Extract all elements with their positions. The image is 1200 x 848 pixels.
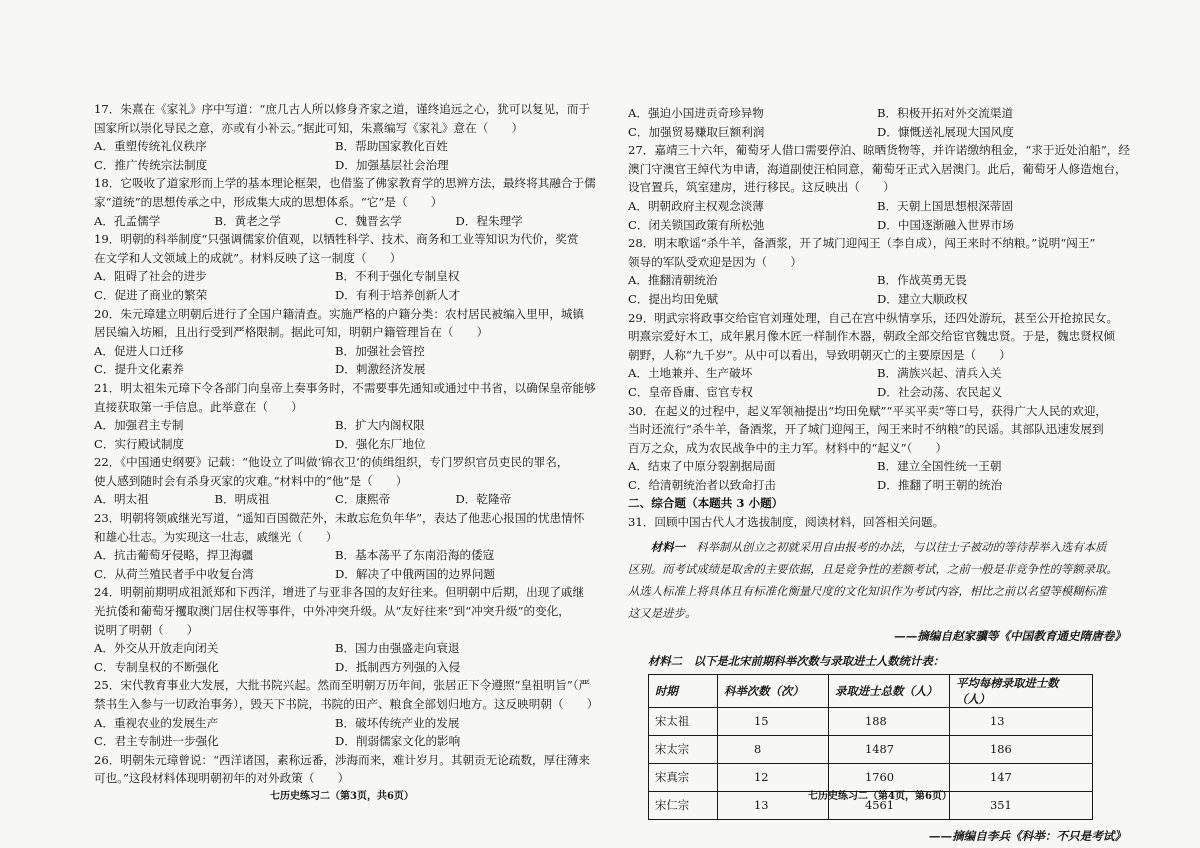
option-c: C．实行殿试制度 (94, 436, 185, 451)
table-cell: 1487 (829, 735, 950, 763)
question-stem: 和雄心壮志。为实现这一壮志，戚继光（ ） (94, 529, 338, 544)
question-29 (628, 309, 1126, 402)
table-cell: 宋太宗 (649, 735, 718, 763)
option-a: A．结束了中原分裂割据局面 (628, 459, 776, 474)
table-cell: 12 (718, 763, 829, 791)
table-header: 平均每榜录取进士数（人） (950, 674, 1093, 707)
option-b: B．天朝上国思想根深蒂固 (877, 198, 1014, 213)
option-a: A．明太祖 (94, 492, 149, 507)
option-c: C．从荷兰殖民者手中收复台湾 (94, 566, 254, 581)
table-cell: 186 (950, 735, 1093, 763)
material-two-intro (648, 650, 1126, 672)
table-cell: 1760 (829, 763, 950, 791)
option-b: B．不利于强化专制皇权 (335, 269, 460, 284)
option-d: D．加强基层社会治理 (335, 157, 449, 172)
option-d: D．程朱理学 (455, 213, 523, 228)
option-b: B．明成祖 (214, 492, 270, 507)
table-cell: 351 (950, 791, 1093, 819)
material-label: 材料一 (650, 539, 685, 554)
question-stem: 设官置兵，筑室建房，进行移民。这反映出（ ） (628, 180, 895, 195)
table-cell: 147 (950, 763, 1093, 791)
option-c: C．加强贸易赚取巨额利润 (628, 124, 765, 139)
option-a: A．抗击葡萄牙侵略，捍卫海疆 (94, 548, 254, 563)
option-c: C．皇帝昏庸、宦官专权 (628, 384, 753, 399)
left-page (94, 100, 599, 788)
section-heading: 二、综合题（本题共 3 小题） (628, 496, 784, 511)
page-footer: 七历史练习二（第4页，第6页） (808, 791, 952, 802)
table-cell: 宋真宗 (649, 763, 718, 791)
option-b: B．帮助国家教化百姓 (335, 139, 448, 154)
question-stem: 领导的军队受欢迎是因为（ ） (628, 254, 802, 269)
option-a: A．阻碍了社会的进步 (94, 269, 207, 284)
question-stem: 澳门守澳官王绰代为申请，海道副使汪柏同意，葡萄牙正式入居澳门。此后，葡萄牙人修造炮台， (628, 161, 1127, 176)
question-20 (94, 305, 585, 379)
question-stem: 明熹宗爱好木工，成年累月像木匠一样制作木器，朝政全部交给宦官魏忠贤。于是，魏忠贤权倾 (628, 329, 1115, 344)
question-stem: 说明了明朝（ ） (94, 622, 199, 637)
option-c: C．闭关锁国政策有所松弛 (628, 217, 765, 232)
right-page (628, 104, 1130, 848)
option-a: A．明朝政府主权观念淡薄 (628, 198, 764, 213)
option-b: B．作战英勇无畏 (877, 273, 967, 288)
table-cell: 8 (718, 735, 829, 763)
question-28 (628, 234, 1126, 308)
question-stem: 25．宋代教育事业大发展，大批书院兴起。然而至明朝万历年间，张居正下令遵照“皇祖明旨”（严 (94, 678, 591, 693)
table-cell: 188 (829, 707, 950, 735)
table-header: 时期 (649, 674, 718, 707)
page-footer: 七历史练习二（第3页，共6页） (270, 791, 414, 802)
question-stem: 光抗倭和葡萄牙攫取澳门居住权等事件，中外冲突升级。从“友好往来”到“冲突升级”的变化， (94, 604, 570, 619)
table-cell: 15 (718, 707, 829, 735)
option-b: B．基本荡平了东南沿海的倭寇 (335, 548, 495, 563)
material-text: 区别。而考试成绩是取舍的主要依据，且是竞争性的差额考试，之前一般是非竞争性的等额录取。 (628, 561, 1118, 576)
question-stem: 26．明朝朱元璋曾说：“西洋诸国，素称远番，涉海而来，难计岁月。其朝贡无论疏数，厚往薄来 (94, 752, 591, 767)
question-30 (628, 402, 1126, 495)
option-b: B．建立全国性统一王朝 (877, 459, 1002, 474)
option-d: D．社会动荡、农民起义 (877, 384, 1003, 399)
option-a: A．推翻清朝统治 (628, 273, 718, 288)
question-stem: 18．它吸收了道家形而上学的基本理论框架，也借鉴了佛家教育学的思辨方法，最终将其融合于儒 (94, 176, 596, 191)
option-d: D．中国逐渐融入世界市场 (877, 217, 1014, 232)
question-stem: 百万之众，成为农民战争中的主力军。材料中的“起义”（ ） (628, 440, 948, 455)
table-row (649, 707, 1093, 735)
table-header: 科举次数（次） (718, 674, 829, 707)
question-stem: 家“道统”的思想传承之中，形成集大成的思想体系。“它”是（ ） (94, 194, 443, 209)
material-text: 这又是进步。 (628, 605, 697, 620)
question-stem: 使人感到随时会有杀身灭家的灾难。”材料中的“他”是（ ） (94, 473, 408, 488)
question-17 (94, 100, 591, 174)
option-b: B．扩大内阁权限 (335, 418, 425, 433)
question-stem: 17．朱熹在《家礼》序中写道：“庶几古人所以修身齐家之道，谨终追远之心，犹可以复见，而于 (94, 102, 591, 116)
question-stem: 国家所以崇化导民之意，亦或有小补云。”据此可知，朱熹编写《家礼》意在（ ） (94, 120, 524, 135)
option-a: A．重塑传统礼仪秩序 (94, 139, 207, 154)
question-stem: 20．朱元璋建立明朝后进行了全国户籍清查。实施严格的户籍分类：农村居民被编入里甲，城镇 (94, 306, 585, 321)
option-d: D．建立大顺政权 (877, 291, 968, 306)
option-a: A．促进人口迁移 (94, 343, 184, 358)
question-stem: 28．明末歌谣“杀牛羊，备酒浆，开了城门迎闯王（李自成），闯王来时不纳粮。”说明“闯王” (628, 236, 1096, 251)
material-label: 材料二 (648, 653, 683, 668)
option-c: C．康熙帝 (335, 492, 391, 507)
option-c: C．君主专制进一步强化 (94, 734, 219, 749)
question-stem: 19．明朝的科举制度“只强调儒家价值观，以牺牲科学、技术、商务和工业等知识为代价，奖赏 (94, 232, 579, 247)
option-b: B．黄老之学 (214, 213, 281, 228)
option-c: C．提出均田免赋 (628, 291, 719, 306)
question-22 (94, 453, 576, 509)
material-text: 科举制从创立之初就采用自由报考的办法，与以往士子被动的等待荐举入选有本质 (696, 539, 1107, 554)
material-source: ——摘编自李兵《科举：不只是考试》 (928, 828, 1126, 843)
table-cell: 13 (950, 707, 1093, 735)
option-b: B．加强社会管控 (335, 343, 425, 358)
option-d: D．慷慨送礼展现大国风度 (877, 124, 1014, 139)
option-b: B．破坏传统产业的发展 (335, 715, 460, 730)
option-d: D．推翻了明王朝的统治 (877, 477, 1003, 492)
option-a: A．孔孟儒学 (94, 213, 161, 228)
question-21 (94, 379, 596, 453)
question-25 (94, 676, 599, 750)
question-stem: 22．《中国通史纲要》记载：“他设立了叫做‘锦衣卫’的侦缉组织，专门罗织官员吏民的罪名， (94, 455, 569, 470)
material-source: ——摘编自赵家骥等《中国教育通史隋唐卷》 (894, 628, 1126, 643)
table-cell: 4561 (829, 791, 950, 819)
option-d: D．强化东厂地位 (335, 436, 426, 451)
question-24 (94, 583, 585, 676)
option-d: D．抵制西方列强的入侵 (335, 659, 461, 674)
question-stem: 29．明武宗将政事交给宦官刘瑾处理，自己在宫中纵情享乐，还四处游玩，甚至公开抢掠民女。 (628, 310, 1119, 325)
question-27 (628, 141, 1130, 234)
option-b: B．满族兴起、清兵入关 (877, 366, 1002, 381)
material-intro: 以下是北宋前期科举次数与录取进士人数统计表： (693, 653, 945, 668)
option-d: D．削弱儒家文化的影响 (335, 734, 461, 749)
question-26 (94, 751, 591, 788)
option-b: B．国力由强盛走向衰退 (335, 641, 460, 656)
question-19 (94, 230, 579, 304)
option-d: D．解决了中俄两国的边界问题 (335, 566, 496, 581)
option-a: A．加强君主专制 (94, 418, 184, 433)
material-one (628, 536, 1126, 624)
question-23 (94, 509, 585, 583)
question-stem: 朝野，人称“九千岁”。从中可以看出，导致明朝灭亡的主要原因是（ ） (628, 347, 1011, 362)
table-cell: 宋仁宗 (649, 791, 718, 819)
question-18 (94, 174, 596, 230)
option-a: A．外交从开放走向闭关 (94, 641, 219, 656)
table-header-row (649, 674, 1093, 707)
question-stem: 在文学和人文领域上的成就”。材料反映了这一制度（ ） (94, 250, 402, 265)
question-stem: 居民编入坊厢，且出行受到严格限制。据此可知，明朝户籍管理旨在（ ） (94, 325, 489, 340)
question-stem: 30．在起义的过程中，起义军领袖提出“均田免赋”“平买平卖”等口号，获得广大人民的欢迎， (628, 403, 1108, 418)
option-c: C．给清朝统治者以致命打击 (628, 477, 776, 492)
option-c: C．提升文化素养 (94, 362, 185, 377)
question-stem: 27．嘉靖三十六年，葡萄牙人借口需要停泊、晾晒货物等，并许诺缴纳租金，“求于近处泊船”，经 (628, 143, 1130, 158)
option-d: D．乾隆帝 (455, 492, 512, 507)
question-31-stem: 31．回顾中国古代人才选拔制度，阅读材料，回答相关问题。 (628, 515, 945, 530)
table-header: 录取进士总数（人） (829, 674, 950, 707)
question-stem: 24．明朝前期明成祖派郑和下西洋，增进了与亚非各国的友好往来。但明朝中后期，出现了戚继 (94, 585, 585, 600)
option-d: D．刺激经济发展 (335, 362, 426, 377)
question-stem: 可也。”这段材料体现明朝初年的对外政策（ ） (94, 771, 350, 786)
option-c: C．专制皇权的不断强化 (94, 659, 219, 674)
question-stem: 当时还流行“杀牛羊，备酒浆，开了城门迎闯王，闯王来时不纳粮”的民谣。其部队迅速发展到 (628, 422, 1104, 437)
question-stem: 21．明太祖朱元璋下令各部门向皇帝上奏事务时，不需要事先通知或通过中书省，以确保皇帝能够 (94, 380, 596, 395)
question-stem: 23．明朝将领戚继光写道，“遥知百国微茫外，未敢忘危负年华”，表达了他悲心报国的忧患情怀 (94, 511, 585, 526)
option-a: A．强迫小国进贡奇珍异物 (628, 106, 764, 120)
table-cell: 13 (718, 791, 829, 819)
question-stem: 禁书生入参与一切政治事务），毁天下书院，书院的田产、粮食全部划归地方。这反映明朝（ ） (94, 697, 599, 711)
option-b: B．积极开拓对外交流渠道 (877, 106, 1014, 120)
option-c: C．推广传统宗法制度 (94, 157, 208, 172)
option-a: A．重视农业的发展生产 (94, 715, 219, 730)
option-c: C．促进了商业的繁荣 (94, 287, 208, 302)
material-text: 从选人标准上将具体且有标准化衡量尺度的文化知识作为考试内容，相比之前以名望等模糊标准 (628, 583, 1107, 598)
question-stem: 直接获取第一手信息。此举意在（ ） (94, 399, 303, 414)
table-row (649, 735, 1093, 763)
option-a: A．土地兼并、生产破坏 (628, 366, 753, 381)
option-c: C．魏晋玄学 (335, 213, 402, 228)
table-cell: 宋太祖 (649, 707, 718, 735)
question-26-options (628, 104, 1126, 141)
option-d: D．有利于培养创新人才 (335, 287, 461, 302)
